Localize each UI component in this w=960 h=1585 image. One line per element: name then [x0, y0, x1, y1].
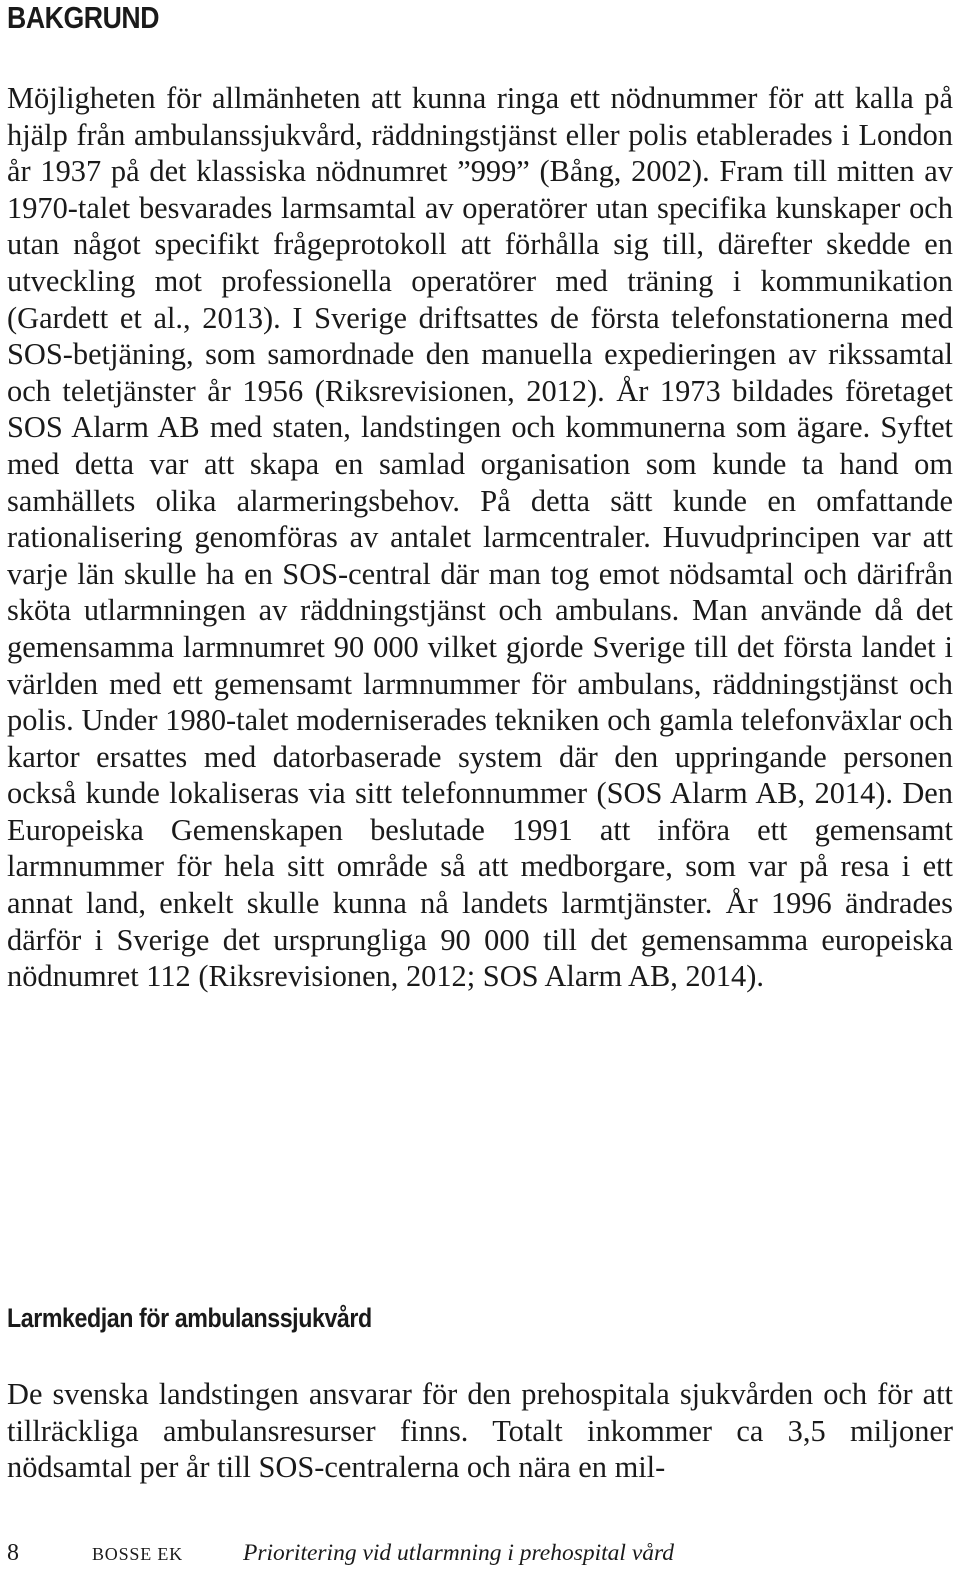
body-paragraph: De svenska landstingen ansvarar för den prehospitala sjukvården och för att tillräckliga ambulansresurser finns. Totalt inkommer ca 3,5 miljoner nödsamtal per år till SOS-centralerna och nära en mil- [7, 1377, 953, 1485]
body-paragraph: Möjligheten för allmänheten att kunna ringa ett nödnummer för att kalla på hjälp från ambulanssjukvård, räddningstjänst eller polis etablerades i London år 1937 på det klassiska nödnumret ”999” (Bång, 2002). Fram till mitten av 1970-talet besvarades larmsamtal av operatörer utan specifika kunskaper och utan något specifikt frågeprotokoll att förhålla sig till, därefter skedde en utveckling mot professionella operatörer med träning i kommunikation (Gardett et al., 2013). I Sverige driftsattes de första telefonstationerna med SOS-betjäning, som samordnade den manuella expedieringen av rikssamtal och teletjänster år 1956 (Riksrevisionen, 2012). År 1973 bildades företaget SOS Alarm AB med staten, landstingen och kommunerna som ägare. Syftet med detta var att skapa en samlad organisation som kunde ta hand om samhällets olika alarmeringsbehov. På detta sätt kunde en omfattande rationalisering genomföras av antalet larmcentraler. Huvudprincipen var att varje län skulle ha en SOS-central där man tog emot nödsamtal och därifrån sköta utlarmningen av räddningstjänst och ambulans. Man använde då det gemensamma larmnumret 90 000 vilket gjorde Sverige till det första landet i världen med ett gemensamt larmnummer för ambulans, räddningstjänst och polis. Under 1980-talet moderniserades tekniken och gamla telefonväxlar och kartor ersattes med datorbaserade system där den uppringande personen också kunde lokaliseras via sitt telefonnummer (SOS Alarm AB, 2014). Den Europeiska Gemenskapen beslutade 1991 att införa ett gemensamt larmnummer för hela sitt område så att medborgare, som var på resa i ett annat land, enkelt skulle kunna nå landets larmtjänster. År 1996 ändrades därför i Sverige det ursprungliga 90 000 till det gemensamma europeiska nödnumret 112 (Riksrevisionen, 2012; SOS Alarm AB, 2014). [7, 81, 953, 994]
document-page [7, 0, 953, 1585]
footer-title: Prioritering vid utlarmning i prehospital vård [243, 1540, 675, 1566]
page-number: 8 [7, 1540, 19, 1566]
footer-author: BOSSE EK [92, 1544, 183, 1564]
section-heading-larmkedjan: Larmkedjan för ambulanssjukvård [7, 1303, 372, 1333]
section-heading-bakgrund: BAKGRUND [7, 0, 160, 35]
